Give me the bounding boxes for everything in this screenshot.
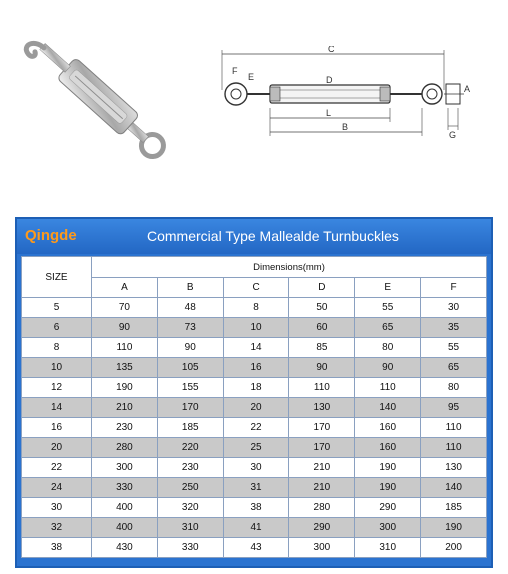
dimension-cell: 70: [92, 298, 158, 318]
dimension-cell: 220: [157, 438, 223, 458]
size-cell: 16: [22, 418, 92, 438]
table-row: [22, 518, 487, 538]
dimension-cell: 190: [92, 378, 158, 398]
dimension-cell: 95: [421, 398, 487, 418]
dimension-cell: 155: [157, 378, 223, 398]
dimension-cell: 230: [157, 458, 223, 478]
table-row: [22, 478, 487, 498]
dimension-cell: 90: [157, 338, 223, 358]
size-cell: 32: [22, 518, 92, 538]
table-row: [22, 538, 487, 558]
label-a: A: [464, 84, 471, 94]
dimension-table-panel: [15, 217, 493, 568]
column-header-f: F: [421, 278, 487, 298]
table-row: [22, 498, 487, 518]
dimension-cell: 280: [92, 438, 158, 458]
dimension-cell: 170: [157, 398, 223, 418]
table-row: [22, 298, 487, 318]
dimension-cell: 280: [289, 498, 355, 518]
table-row: [22, 418, 487, 438]
dimension-cell: 290: [289, 518, 355, 538]
table-row: [22, 458, 487, 478]
dimension-cell: 185: [421, 498, 487, 518]
dimension-cell: 300: [289, 538, 355, 558]
dimension-cell: 10: [223, 318, 289, 338]
dimension-cell: 80: [421, 378, 487, 398]
column-header-d: D: [289, 278, 355, 298]
size-cell: 12: [22, 378, 92, 398]
dimension-cell: 43: [223, 538, 289, 558]
table-row: [22, 318, 487, 338]
dimension-cell: 210: [289, 478, 355, 498]
table-title: Commercial Type Mallealde Turnbuckles: [147, 228, 399, 244]
dimension-cell: 210: [92, 398, 158, 418]
dimension-cell: 14: [223, 338, 289, 358]
table-row: [22, 358, 487, 378]
dimension-cell: 400: [92, 498, 158, 518]
dimension-cell: 190: [355, 458, 421, 478]
dimension-cell: 170: [289, 438, 355, 458]
dimension-cell: 300: [92, 458, 158, 478]
size-cell: 8: [22, 338, 92, 358]
dimension-table: [21, 256, 487, 558]
dimension-cell: 38: [223, 498, 289, 518]
dimension-cell: 400: [92, 518, 158, 538]
label-c: C: [328, 46, 335, 54]
table-row: [22, 398, 487, 418]
dimension-cell: 48: [157, 298, 223, 318]
dimension-cell: 18: [223, 378, 289, 398]
dimension-cell: 320: [157, 498, 223, 518]
dimension-cell: 65: [421, 358, 487, 378]
size-cell: 10: [22, 358, 92, 378]
column-header-b: B: [157, 278, 223, 298]
dimension-cell: 185: [157, 418, 223, 438]
dimension-cell: 35: [421, 318, 487, 338]
label-g: G: [449, 130, 457, 140]
size-cell: 24: [22, 478, 92, 498]
size-cell: 20: [22, 438, 92, 458]
label-f: F: [232, 66, 238, 76]
dimension-cell: 20: [223, 398, 289, 418]
dimension-cell: 230: [92, 418, 158, 438]
dimension-cell: 190: [421, 518, 487, 538]
dimension-cell: 31: [223, 478, 289, 498]
dimension-cell: 160: [355, 438, 421, 458]
dimension-cell: 30: [223, 458, 289, 478]
size-cell: 5: [22, 298, 92, 318]
dimension-cell: 250: [157, 478, 223, 498]
dimension-cell: 310: [355, 538, 421, 558]
dimension-cell: 140: [421, 478, 487, 498]
dimension-cell: 41: [223, 518, 289, 538]
dimension-cell: 290: [355, 498, 421, 518]
column-header-c: C: [223, 278, 289, 298]
size-cell: 14: [22, 398, 92, 418]
dimension-cell: 90: [289, 358, 355, 378]
dimension-cell: 140: [355, 398, 421, 418]
dimension-cell: 110: [421, 418, 487, 438]
dimension-cell: 330: [157, 538, 223, 558]
size-header: SIZE: [22, 257, 92, 298]
dimension-cell: 110: [289, 378, 355, 398]
dimension-cell: 135: [92, 358, 158, 378]
dimension-cell: 60: [289, 318, 355, 338]
dimension-drawing: [208, 46, 480, 146]
dimension-cell: 50: [289, 298, 355, 318]
dimension-cell: 65: [355, 318, 421, 338]
label-l: L: [326, 108, 332, 118]
dimension-cell: 110: [421, 438, 487, 458]
dimension-cell: 110: [92, 338, 158, 358]
table-row: [22, 438, 487, 458]
label-b: B: [342, 122, 349, 132]
dimension-cell: 73: [157, 318, 223, 338]
size-cell: 6: [22, 318, 92, 338]
dimension-cell: 210: [289, 458, 355, 478]
dimension-cell: 160: [355, 418, 421, 438]
table-row: [22, 338, 487, 358]
table-title-bar: [17, 219, 491, 254]
dimension-cell: 90: [355, 358, 421, 378]
size-cell: 38: [22, 538, 92, 558]
dimension-cell: 130: [289, 398, 355, 418]
dimension-cell: 25: [223, 438, 289, 458]
dimension-cell: 310: [157, 518, 223, 538]
brand-name: Qingde: [25, 227, 77, 244]
size-cell: 30: [22, 498, 92, 518]
dimension-cell: 105: [157, 358, 223, 378]
dimension-cell: 300: [355, 518, 421, 538]
column-header-a: A: [92, 278, 158, 298]
dimension-cell: 90: [92, 318, 158, 338]
dimension-cell: 22: [223, 418, 289, 438]
dimension-cell: 170: [289, 418, 355, 438]
label-e: E: [248, 72, 255, 82]
dimension-cell: 430: [92, 538, 158, 558]
dimension-cell: 85: [289, 338, 355, 358]
label-d: D: [326, 75, 333, 85]
dimension-cell: 330: [92, 478, 158, 498]
turnbuckle-photo: [8, 4, 178, 180]
dimensions-header: Dimensions(mm): [92, 257, 487, 278]
table-body: [22, 298, 487, 558]
dimension-cell: 55: [421, 338, 487, 358]
dimension-cell: 130: [421, 458, 487, 478]
dimension-cell: 110: [355, 378, 421, 398]
size-cell: 22: [22, 458, 92, 478]
dimension-cell: 80: [355, 338, 421, 358]
dimension-cell: 200: [421, 538, 487, 558]
dimension-cell: 190: [355, 478, 421, 498]
dimension-cell: 16: [223, 358, 289, 378]
dimension-cell: 55: [355, 298, 421, 318]
dimension-cell: 30: [421, 298, 487, 318]
dimension-cell: 8: [223, 298, 289, 318]
table-row: [22, 378, 487, 398]
column-header-e: E: [355, 278, 421, 298]
